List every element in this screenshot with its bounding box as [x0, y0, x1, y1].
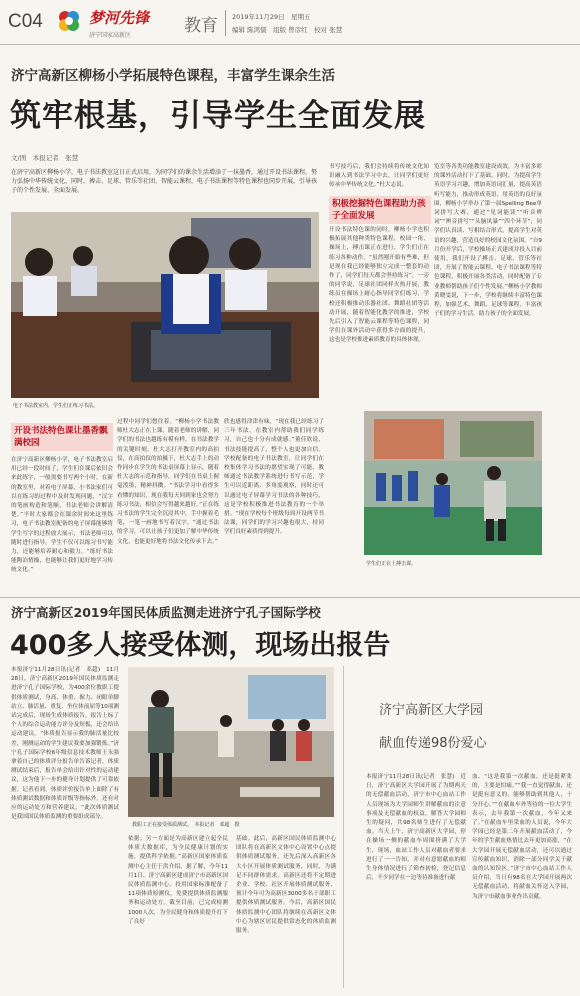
- editors: 编辑 陈鸿儒 组版 曾彦红 校对 张慧: [232, 26, 343, 34]
- subhead-special-courses: 积极挖掘特色课程助力孩子全面发展: [329, 196, 431, 224]
- fitness-test-photo: [128, 667, 334, 817]
- article3-divider: [343, 666, 344, 988]
- article1-byline: 文/图 本报记者 张慧: [11, 154, 79, 162]
- masthead: [0, 0, 580, 46]
- article1-kicker: 济宁高新区柳杨小学拓展特色课程，丰富学生课余生活: [11, 68, 335, 84]
- article2-headline: 400多人接受体测，现场出报告: [10, 630, 391, 661]
- article1-col4: 书写技巧后，我们会持续将传统文化知识融入到书法学习中去，让同学们更好传承中华传统文化。”杜大志说。: [329, 164, 429, 189]
- issue-date: 2019年11月29日 星期五: [232, 13, 311, 21]
- paper-name: 梦河先锋: [89, 9, 150, 27]
- boxing-class-photo: [364, 411, 542, 555]
- article2-kicker: 济宁高新区2019年国民体质监测走进济宁孔子国际学校: [11, 605, 321, 620]
- photo3-caption: 教职工正在接受体质测试。 本报记者 邓超 摄: [132, 822, 240, 828]
- article1-col4b: 开设书法特色课的同时，柳杨小学也积极拓展其他种类特色课程，校园一角，操场上，搏击课正在进行，学生们正在练习各种动作，“虽然刚开始有些难，但是现在我已经能够独立完成一整套的动作了，同学们每天都会坚持练习”，一旁的同学说，足球社团同样火热开展，教练员在操场上耐心指导同学们练习，学校还积极推动乐器社团、舞蹈社团等活动开展，随着智能化教学的推进，学校先后引入了智能云课程等特色课程，同学们在课外活动中获得多方面的提升，这也是学校推进素质教育的具体体现。: [329, 227, 429, 344]
- masthead-divider: [225, 10, 226, 36]
- article2-col2: 依据；另一方面是为高新区建立起全民体质大数据库，为全民健康计划的实施，提供科学依据，”高新区国家体质监测中心主任于洪介绍。据了解，今年11月1日，济宁高新区建成济宁市高新区国民体质监测中心，投用国家标准配备了11项体质检测仪，免费提供体质监测服务和运动处方。截至目前，已完成检测1000人次，为全民健身和体质提升打下了良好: [128, 836, 228, 925]
- article1-col1: 在济宁高新区柳杨小学，电子书法教室启用已经一段时间了，学生们在课后依旧会来此练字，一般需要书写两个小时，在新的教室里，对着电子屏幕，小书法家们可以在练习的过程中及时发现问题，“汉字的笔画构造和笔顺，书法老师会讲解清楚。”平时大家都会在课余时间来这里练习，电子书法教室配备的电子屏幕能够将学生写字的过程放大展示，书法老师可以随时进行指导，学生不仅可以练习书写能力，还能够培养耐心和毅力，“练好书法能陶冶情操，也能够让我们更好地学习传统文化。”: [11, 457, 113, 574]
- paper-logo-icon: [57, 9, 81, 33]
- subhead-calligraphy: 开设书法特色课让墨香飘满校园: [11, 423, 113, 451]
- article3-col2: 血。“这是我第一次献血，还是挺紧张的，主要是怕痛。”“我一直觉得献血，还是挺有意义的，能够帮助到其他人，十分开心。”“在献血车外等待的一位大学生表示，去年我第一次献血，今年又来了。”在献血车里采血的人员说，今年大学园已经是第二年开展献血活动了，今年的学生献血热情比去年更加高涨，“在大学园开展无偿献血活动，还可以通过宣传献血知识，消除一部分同学关于献血的认知误区。”济宁市中心血站工作人员介绍，当日有98名在大学园开展两次无偿献血活动，将献血关怀送入学园，为济宁市献血事业作出贡献。: [472, 774, 572, 900]
- article1-col5: 览室等各类功能教室建设成效，为丰富多彩的课外活动打下了基础。同时，为提高学生英语学习兴趣，增加英语词汇量，提高英语听写能力，推动形成英语，用英语的良好氛围，柳杨小学举办了第一届Spelling Bee单词拼写大赛，通过“见词能读”“听音辨词”“辨音拼写”“头脑风暴”“四个环节”，同学们认真读、写相结合形式，提高学生对英语的兴趣，营造良好的校园文化氛围。“自9月份开学后，学校操场正式建成并投入目前使用，我们开设了搏击、足球、管乐等社团，开展了智能云课程、电子书法课程等特色课程，积极开展各类活动，同时配备了专业教师帮助孩子们个性发展。”柳杨小学教师黄晓雯说，下一步，学校将继续丰富特色课程，加强艺术、舞蹈、足球等课程，丰富孩子们的学习生活，助力孩子的全面发展。: [434, 164, 542, 318]
- article1-col3: 欣也感得津津有味，“现在我已经练习了三年书法，在教室内帮助我们同学练习，自己也十分有成就感。”董佳欣说，书法技能提高了，整个人也更加自信。学校配备的电子书法教室，让同学们在校集体学习书法的愿望实现了可能，教师通过书法教学系统进行书写示范，学生可以近距离、多角度观察，同时还可以通过电子屏幕学习书法的各种技巧，这是学校积极推进书法教育的一个举措。“现在学校每个班级每周开设两节书法课，同学们的学习兴趣也很大，持同学们良好素质得到提升。: [224, 419, 324, 536]
- paper-subtitle: 济宁国家高新区: [89, 32, 132, 39]
- article2-col3: 基础。此后，高新区国民体质监测中心团队将在高新区文体中心设置中心点提供体质测试服务，还先后深入高新区各大小区开展体质测试服务，同时，为满足不同群体需求，高新区还将不定期进企业、学校、社区开展体质测试服务，预计今年可为高新区3000多名干部职工提供体质测试服务。今后，高新区国民体质监测中心团队将继续在高新区文体中心为辖区居民提供常态化的体质监测服务。: [236, 836, 336, 935]
- article1-headline: 筑牢根基，引导学生全面发展: [10, 98, 426, 134]
- section-divider: [0, 597, 580, 598]
- photo2-caption: 学生们正在上搏击课。: [366, 561, 417, 567]
- photo1-caption: 电子书法教室内，学生们正练习书法。: [13, 403, 99, 409]
- article1-col2: 过程中同学们想住着。“柳杨小学书法教师杜大志正在上课，随着老师的讲解，同学们的书法也越练有模有样，在书法教学的关键时刻，杜大志打开教室内的高拍仪，在高拍仪的拍摄下，杜大志手上的动作同步在学生的书法桌屏幕上显示，随着杜大志的示范和指导，同学们在书桌上握毫泼墨，精神抖擞。“书法学习中看得多看懂的知识，现在我每天回到家也会努力练习书法，相信会写得越来越好。”正在练习书法的学生完全沉浸其中，手中握着毛笔，一笔一画地书写着汉字，“通过书法的学习，可以让孩子们更加了解中华传统文化，也能更好地将书法文化传承下去。”: [117, 419, 219, 545]
- article1-lead: 在济宁高新区柳杨小学，电子书法教室这日正式启用，为同学们的课余生活增添了一抹墨香，通过开设书法课程，努力弘扬中华传统文化，同时，搏击、足球、管乐等社团、智能云课程，电子书法课程等特色课程也同步开展，引导孩子的个性发展、全面发展。: [11, 169, 317, 195]
- section-name: 教育: [184, 16, 218, 36]
- page-number: C04: [8, 11, 43, 32]
- article3-headline-line1: 济宁高新区大学园: [379, 703, 484, 718]
- article3-headline-line2: 献血传递98份爱心: [379, 736, 487, 751]
- article3-col1: 本报济宁11月28日讯(记者 张慧) 近日，济宁高新区大学园开展了为期两天的无偿献血活动，济宁市中心血站工作人员现场为大学园师生讲解献血的注意事项及无偿献血的权益，解答大学园师生的疑问，共98名师生进行了无偿献血。当天上午，济宁高新区大学园，停在操场一侧的献血车周围挤满了大学生，现场，血站工作人员对献血者要求进行了一一告知，并对有意愿献血的师生身体情况进行了筛查初检，登记信息后，不少同学在一边等待准备进行献: [366, 774, 466, 882]
- calligraphy-class-photo: [11, 212, 319, 398]
- masthead-rule: [0, 44, 580, 45]
- article2-col1: 本报济宁11月28日讯(记者 邓超) 11月28日，济宁高新区2019年国民体质监测走进济宁孔子国际学校，为400余位教职工提供体质测试，身高、体重、握力、闭眼单脚站立、肺活量、重复、坐位体前屈等10项测试完成后，现场生成体质报告，报告上标了个人的综合运动能力评分及短板，还会给出运动建议。“体质报告显示我的肺活量比较差，刚测运动的学生建议我要加强锻炼。”济宁孔子国际学校6年级信息技术教师王永强拿着自己的体质评分报告单告诉记者，体质测试结束后，报告单会给出针对性的运动建议，这为他下一步的健身计划提供了可靠依据。记者看到，体质评价报告单上面除了有体质测试数据和体质评级等指标外，还有对应的运动处方和营养建议。“此次体质测试是我国国民体质监测的重要组成部分。: [11, 667, 119, 821]
